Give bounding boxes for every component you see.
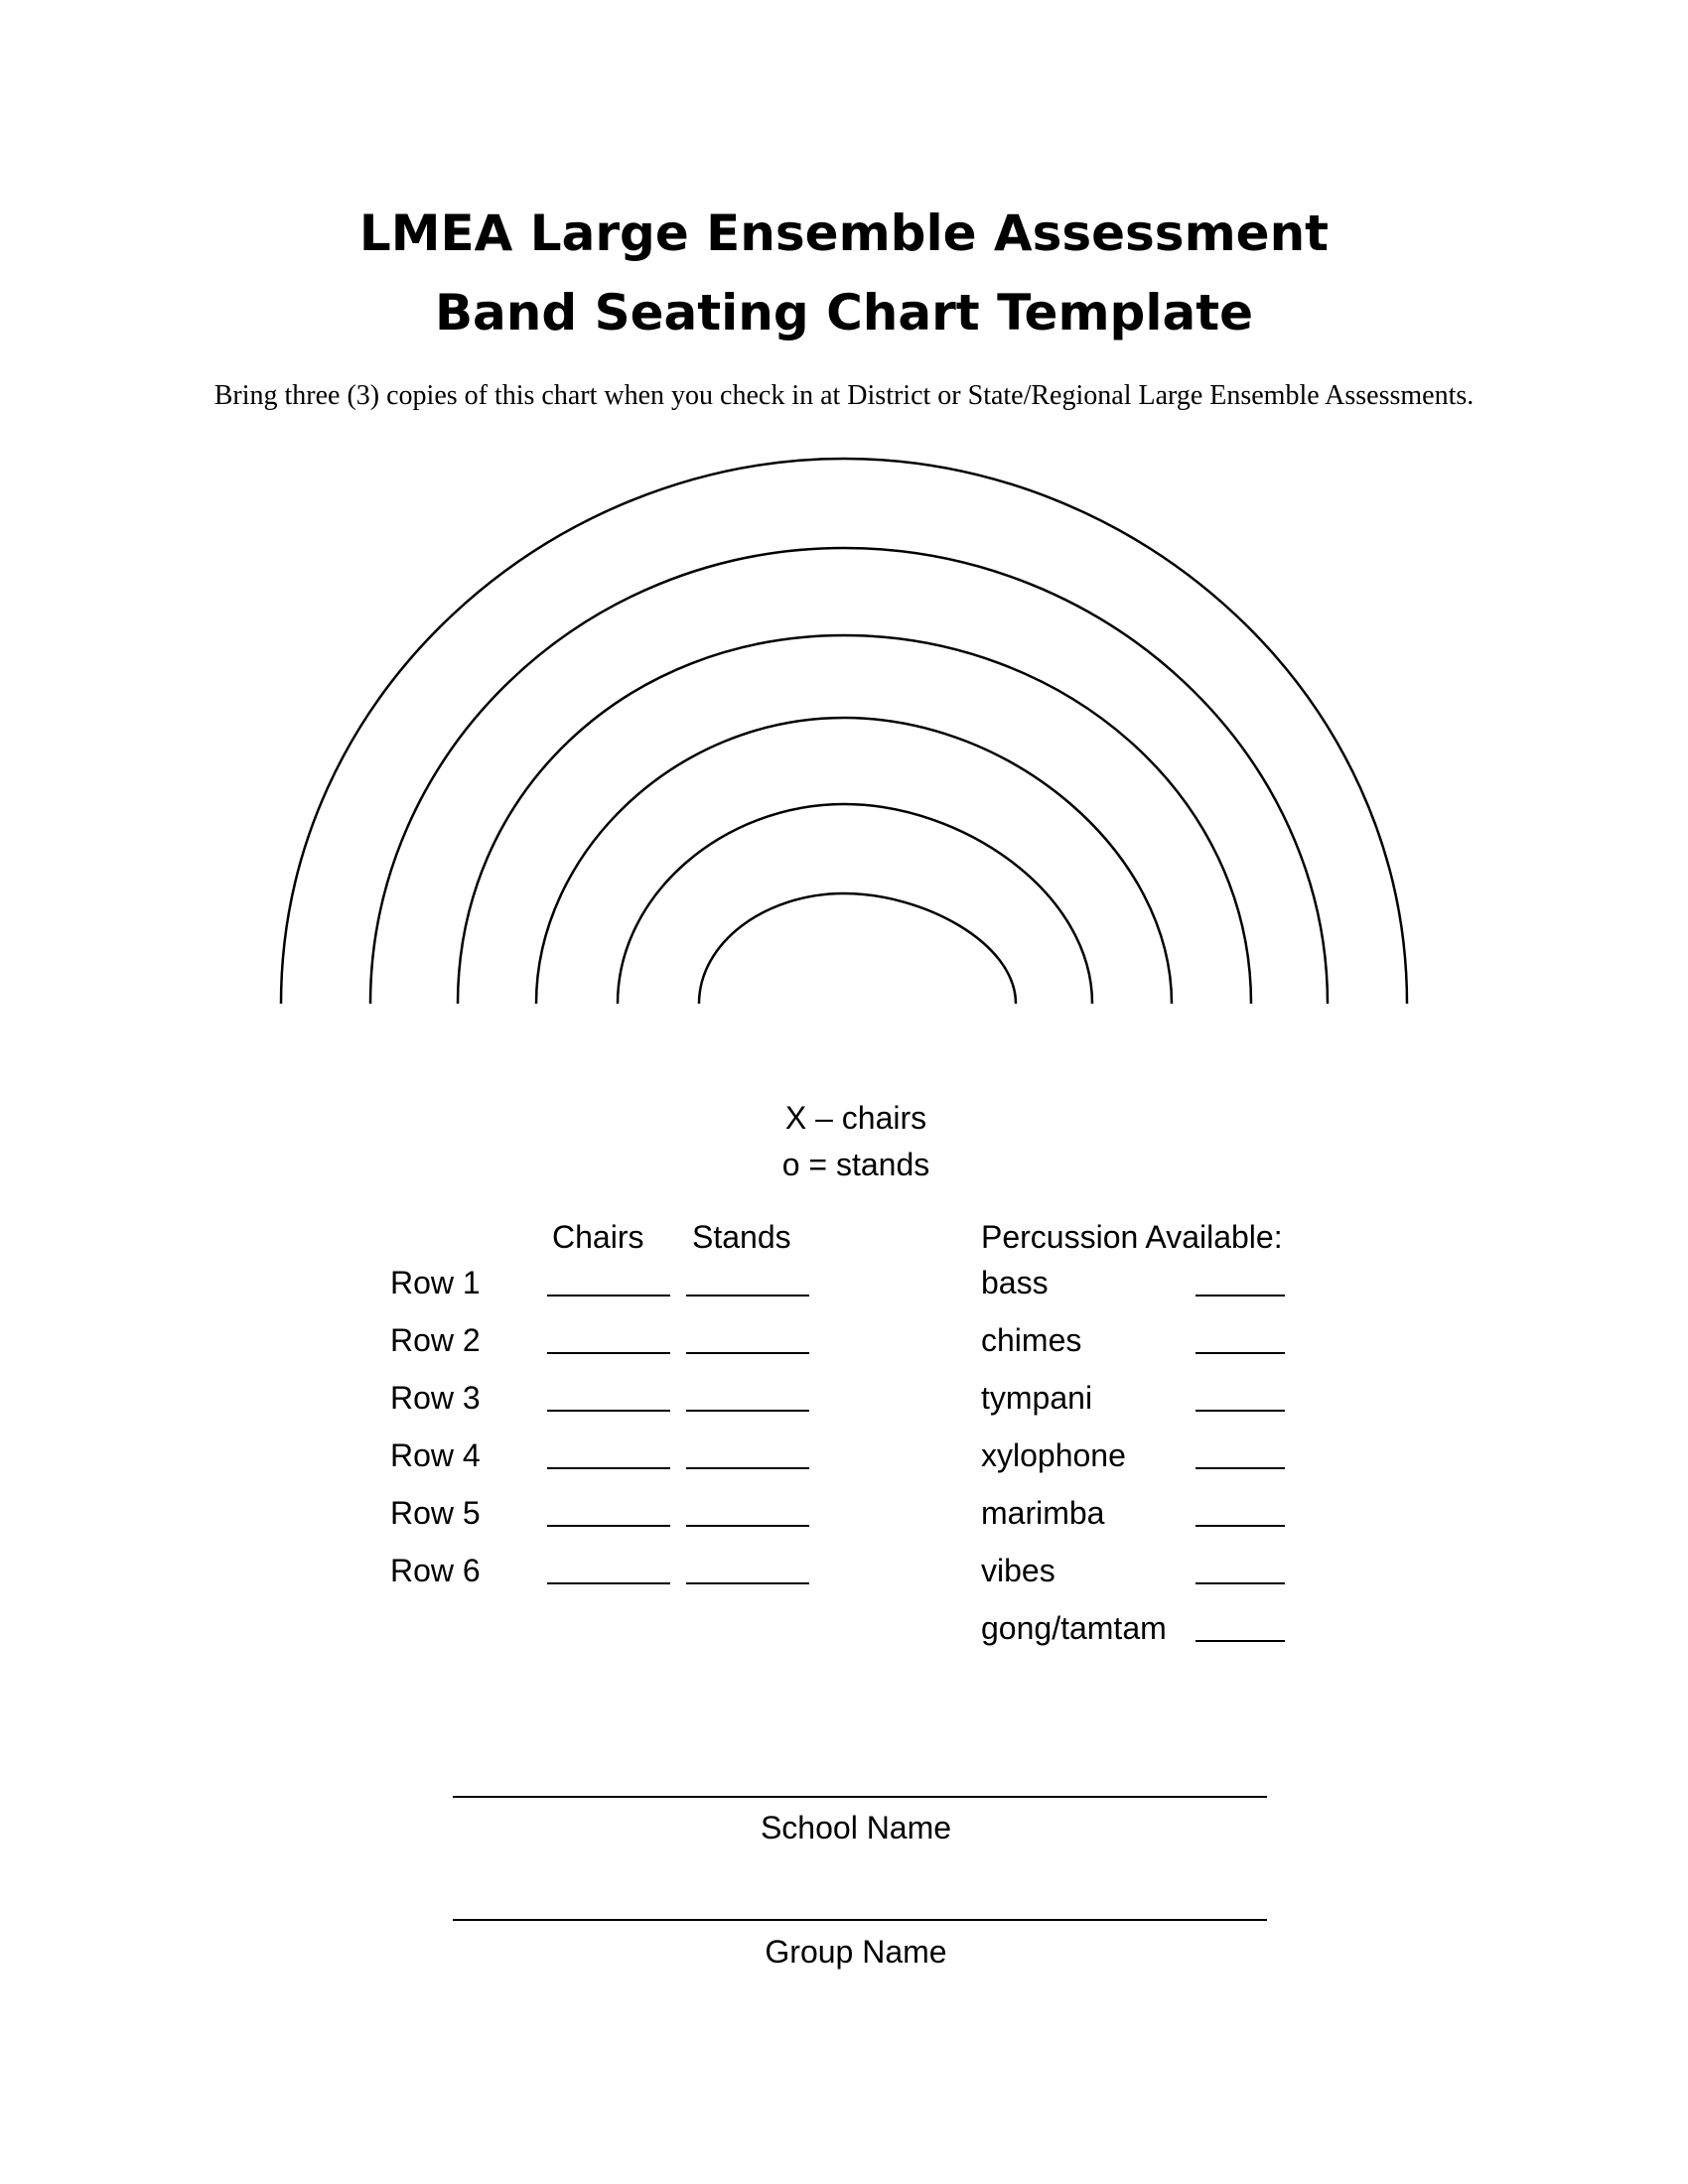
row-6-chairs-blank[interactable] xyxy=(547,1582,670,1584)
percussion-item: bass xyxy=(981,1265,1049,1300)
percussion-item: tympani xyxy=(981,1380,1093,1416)
row-label: Row 1 xyxy=(390,1265,481,1300)
instruction-text: Bring three (3) copies of this chart when you check in at District or State/Regional Large Ensemble Assessments. xyxy=(213,380,1475,411)
percussion-gong-tamtam-blank[interactable] xyxy=(1196,1640,1285,1642)
row-5-chairs-blank[interactable] xyxy=(547,1525,670,1527)
row-label: Row 4 xyxy=(390,1437,481,1473)
row-label: Row 3 xyxy=(390,1380,481,1416)
seating-arc-row-3 xyxy=(536,718,1172,1004)
row-label: Row 2 xyxy=(390,1322,481,1358)
legend-stands: o = stands xyxy=(781,1147,930,1182)
percussion-item: chimes xyxy=(981,1322,1082,1358)
percussion-item: gong/tamtam xyxy=(981,1610,1167,1646)
percussion-heading: Percussion Available: xyxy=(981,1219,1283,1255)
percussion-xylophone-blank[interactable] xyxy=(1196,1467,1285,1469)
row-4-stands-blank[interactable] xyxy=(686,1467,809,1469)
row-2-stands-blank[interactable] xyxy=(686,1352,809,1354)
group-name-line[interactable] xyxy=(453,1919,1267,1921)
seating-arc-row-5 xyxy=(370,548,1328,1004)
percussion-marimba-blank[interactable] xyxy=(1196,1525,1285,1527)
seating-arc-row-6 xyxy=(281,459,1407,1004)
row-3-stands-blank[interactable] xyxy=(686,1410,809,1412)
percussion-bass-blank[interactable] xyxy=(1196,1295,1285,1297)
row-1-stands-blank[interactable] xyxy=(686,1295,809,1297)
row-label: Row 6 xyxy=(390,1553,481,1588)
percussion-item: vibes xyxy=(981,1553,1055,1588)
stands-header: Stands xyxy=(692,1219,791,1255)
group-name-label: Group Name xyxy=(765,1934,947,1970)
row-5-stands-blank[interactable] xyxy=(686,1525,809,1527)
seating-arc-row-2 xyxy=(618,804,1092,1004)
percussion-vibes-blank[interactable] xyxy=(1196,1582,1285,1584)
row-3-chairs-blank[interactable] xyxy=(547,1410,670,1412)
percussion-item: xylophone xyxy=(981,1437,1126,1473)
row-label: Row 5 xyxy=(390,1495,481,1531)
school-name-label: School Name xyxy=(760,1810,952,1845)
percussion-chimes-blank[interactable] xyxy=(1196,1352,1285,1354)
seating-arc-row-1 xyxy=(699,893,1016,1004)
legend-chairs: X – chairs xyxy=(784,1100,927,1136)
seating-arc-row-4 xyxy=(458,635,1251,1004)
page-title-line-1: LMEA Large Ensemble Assessment xyxy=(358,205,1330,262)
school-name-line[interactable] xyxy=(453,1796,1267,1798)
percussion-item: marimba xyxy=(981,1495,1105,1531)
row-4-chairs-blank[interactable] xyxy=(547,1467,670,1469)
page-title-line-2: Band Seating Chart Template xyxy=(434,284,1254,341)
row-6-stands-blank[interactable] xyxy=(686,1582,809,1584)
chairs-header: Chairs xyxy=(552,1219,644,1255)
row-2-chairs-blank[interactable] xyxy=(547,1352,670,1354)
row-1-chairs-blank[interactable] xyxy=(547,1295,670,1297)
percussion-tympani-blank[interactable] xyxy=(1196,1410,1285,1412)
